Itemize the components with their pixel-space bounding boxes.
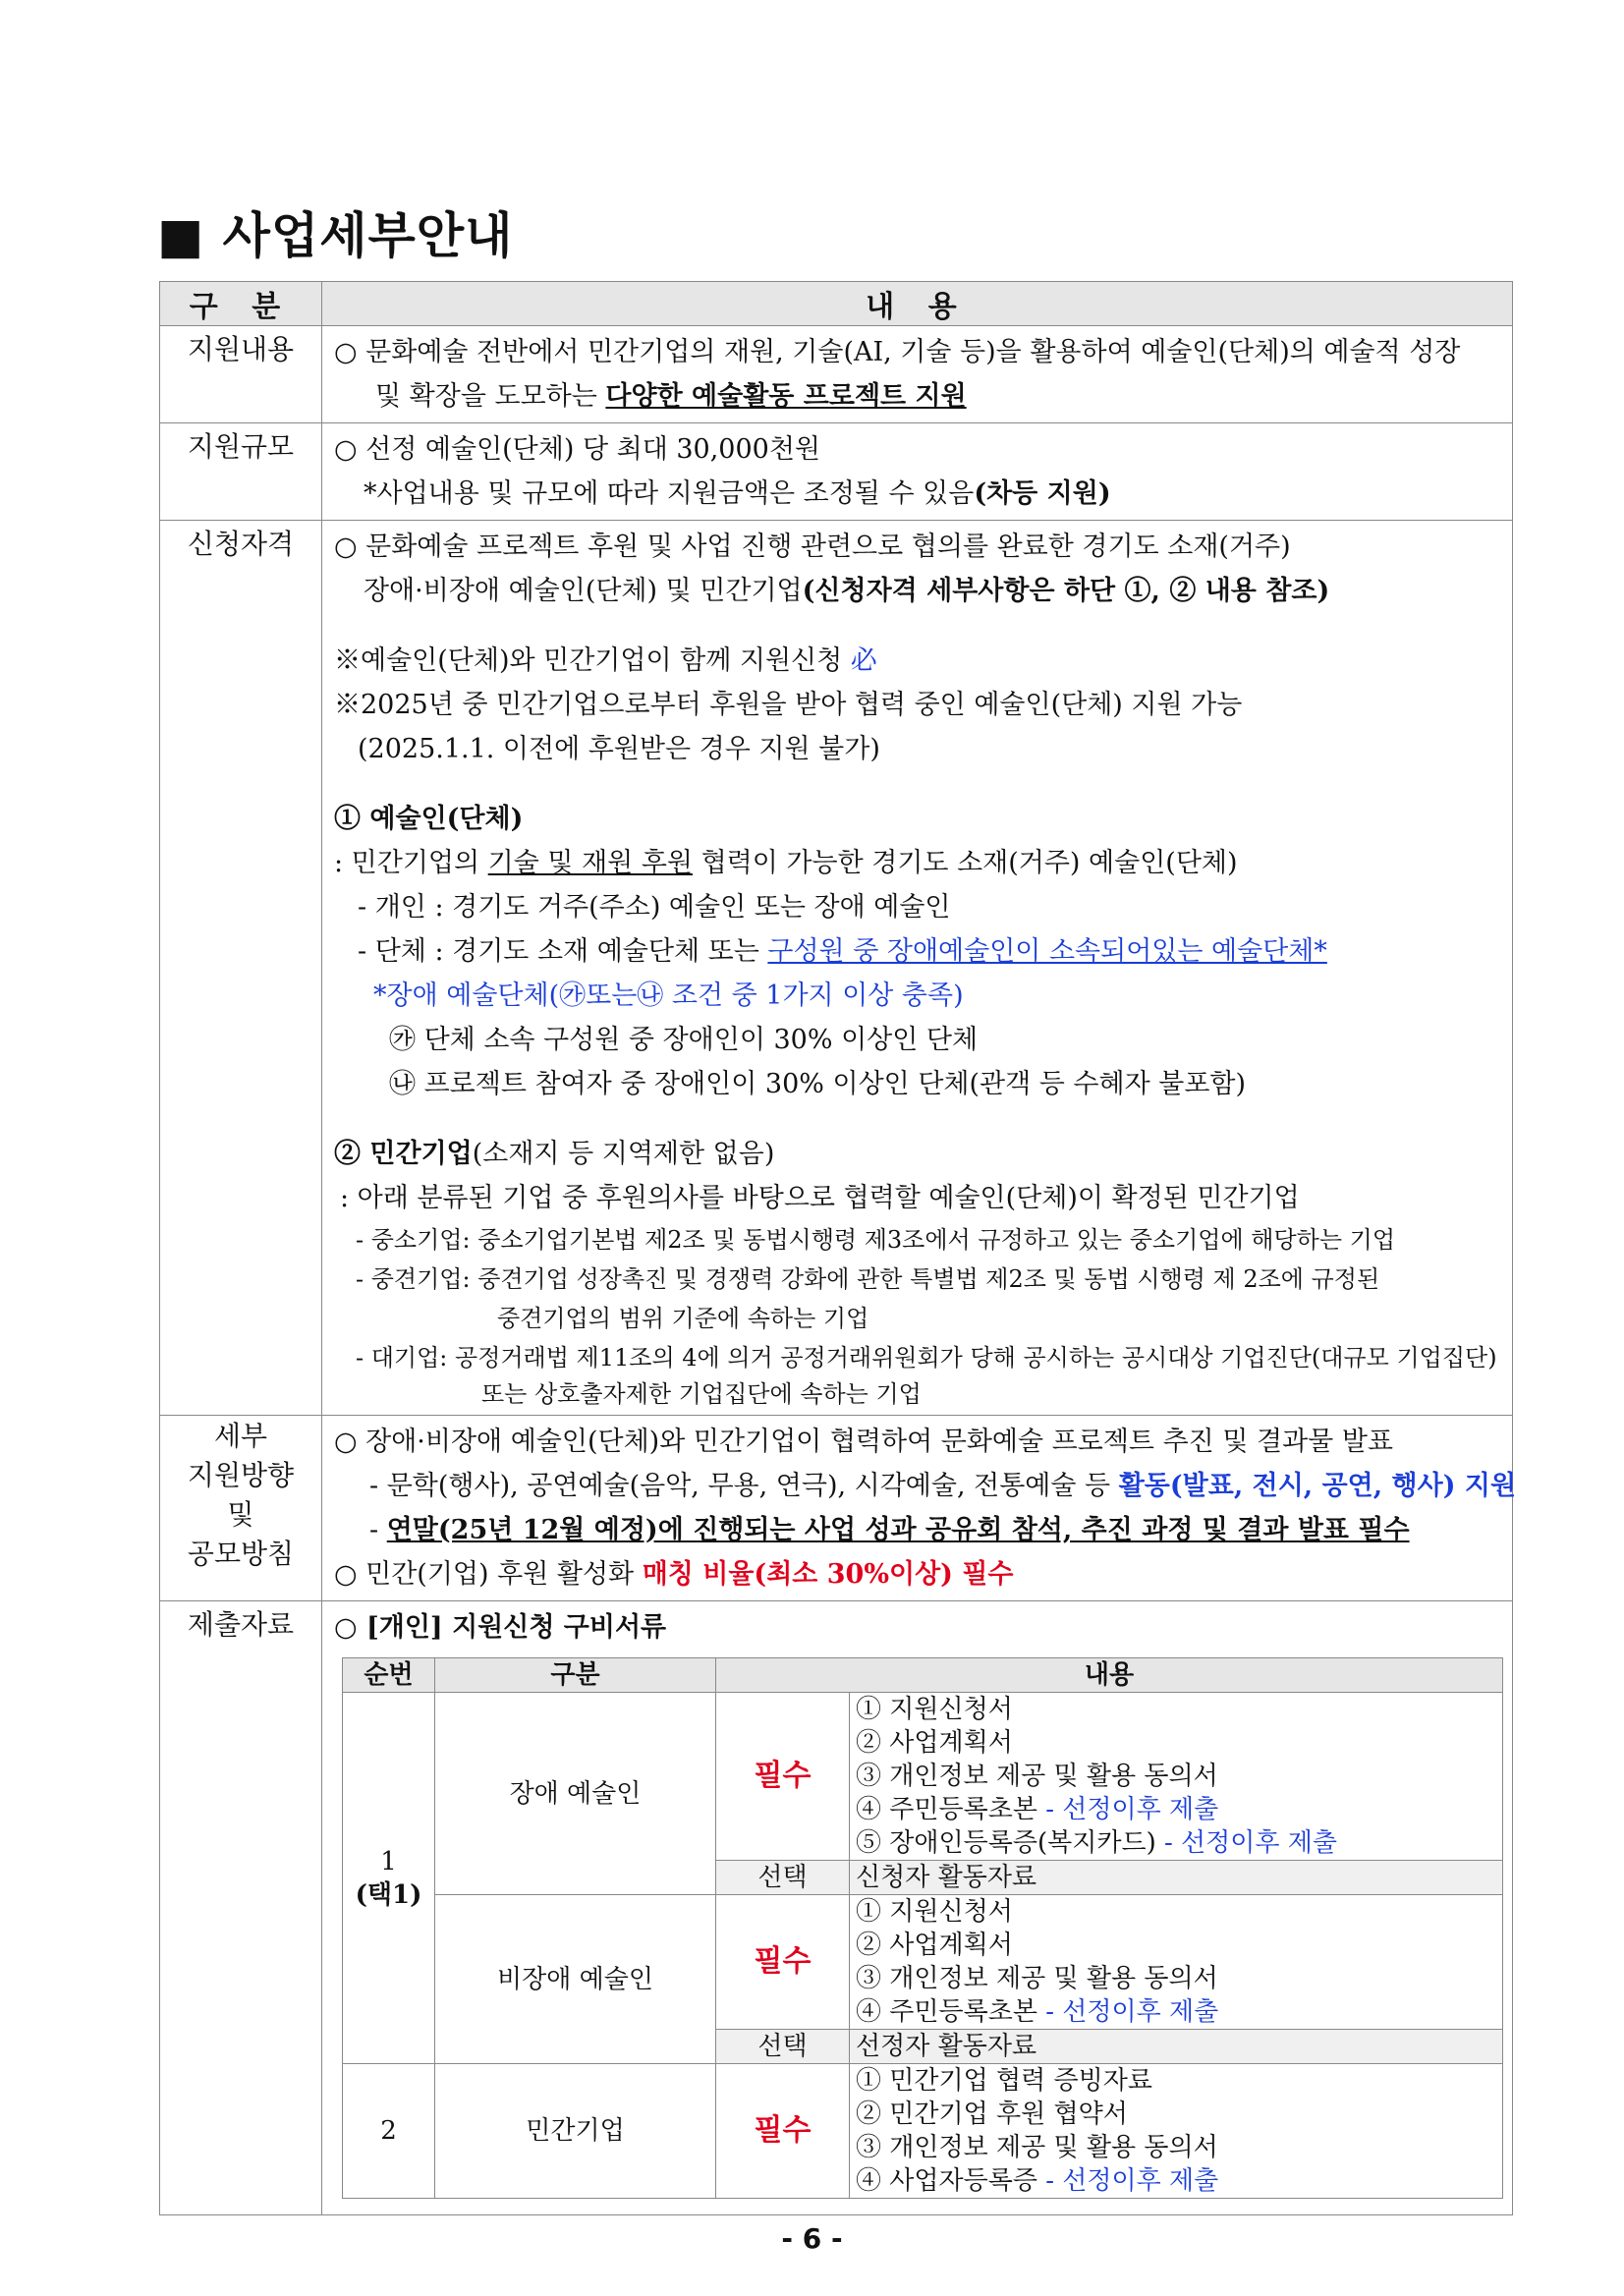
- label-line: 세부: [213, 1420, 268, 1452]
- text-span: 협력이 가능한 경기도 소재(거주) 예술인(단체): [693, 848, 1238, 878]
- note-text: ※2025년 중 민간기업으로부터 후원을 받아 협력 중인 예술인(단체) 지원 가능: [334, 690, 1243, 720]
- text-line: ○ 선정 예술인(단체) 당 최대 30,000천원: [334, 434, 820, 465]
- doc-item: ④ 주민등록초본: [856, 1795, 1046, 1824]
- text-line: ○ 장애·비장애 예술인(단체)와 민간기업이 협력하여 문화예술 프로젝트 추진 및 결과물 발표: [334, 1427, 1393, 1457]
- emphasis-text: 매칭 비율(최소 30%이상) 필수: [642, 1559, 1014, 1590]
- doc-item: ② 사업계획서: [856, 1931, 1013, 1960]
- optional-badge: 선택: [716, 1861, 850, 1895]
- text-line: - 중소기업: 중소기업기본법 제2조 및 동법시행령 제3조에서 규정하고 있는 중소기업에 해당하는 기업: [356, 1226, 1396, 1254]
- doc-item: ① 지원신청서: [856, 1695, 1013, 1724]
- doc-item: ④ 주민등록초본: [856, 1997, 1046, 2027]
- required-badge: 필수: [716, 1895, 850, 2030]
- note-text: (2025.1.1. 이전에 후원받은 경우 지원 불가): [358, 734, 880, 764]
- required-badge: 필수: [716, 1693, 850, 1861]
- after-selection-note: - 선정이후 제출: [1045, 1997, 1219, 2027]
- type-cell: 민간기업: [435, 2064, 716, 2199]
- highlight-text: 구성원 중 장애예술인이 소속되어있는 예술단체*: [767, 936, 1327, 967]
- after-selection-note: - 선정이후 제출: [1045, 2166, 1219, 2196]
- text-line: ㉯ 프로젝트 참여자 중 장애인이 30% 이상인 단체(관객 등 수혜자 불포함): [389, 1069, 1247, 1099]
- row-label: 제출자료: [160, 1601, 322, 2215]
- text-line: - 중견기업: 중견기업 성장촉진 및 경쟁력 강화에 관한 특별법 제2조 및 동법 시행령 제 2조에 규정된: [356, 1265, 1380, 1293]
- text-span: -: [369, 1515, 387, 1545]
- documents-header-row: [343, 1658, 1503, 1693]
- row-support-scale: [160, 423, 1513, 521]
- doc-list: [850, 1895, 1503, 2030]
- number-text: 1: [380, 1846, 397, 1876]
- underlined-text: 기술 및 재원 후원: [487, 848, 693, 878]
- required-mark: 必: [850, 645, 877, 676]
- doc-item: ⑤ 장애인등록증(복지카드): [856, 1828, 1164, 1858]
- section-heading: ② 민간기업: [334, 1139, 473, 1169]
- header-content: 내 용: [322, 282, 1513, 326]
- row-documents: [160, 1601, 1513, 2215]
- text-span: 장애·비장애 예술인(단체) 및 민간기업: [364, 576, 803, 606]
- emphasis-text: 활동(발표, 전시, 공연, 행사) 지원: [1118, 1471, 1517, 1501]
- text-span: - 단체 : 경기도 소재 예술단체 또는: [358, 936, 768, 967]
- text-line: ○ 문화예술 전반에서 민간기업의 재원, 기술(AI, 기술 등)을 활용하여 예술인(단체)의 예술적 성장: [334, 337, 1461, 367]
- emphasis-text: 다양한 예술활동 프로젝트 지원: [605, 381, 967, 412]
- page-number: - 6 -: [781, 2222, 843, 2255]
- doc-item: ③ 개인정보 제공 및 활용 동의서: [856, 1964, 1218, 1993]
- required-badge: 필수: [716, 2064, 850, 2199]
- note-text: ※예술인(단체)와 민간기업이 함께 지원신청: [334, 645, 851, 676]
- text-line: - 대기업: 공정거래법 제11조의 4에 의거 공정거래위원회가 당해 공시하는 공시대상 기업진단(대규모 기업집단): [356, 1344, 1497, 1372]
- type-cell: 비장애 예술인: [435, 1895, 716, 2064]
- doc-item: 신청자 활동자료: [850, 1861, 1503, 1895]
- after-selection-note: - 선정이후 제출: [1163, 1828, 1337, 1858]
- doc-item: ② 사업계획서: [856, 1728, 1013, 1758]
- emphasis-text: 연말(25년 12월 예정)에 진행되는 사업 성과 공유회 참석, 추진 과정 및 결과 발표 필수: [386, 1515, 1410, 1545]
- row-label: 신청자격: [160, 521, 322, 1416]
- doc-item: ④ 사업자등록증: [856, 2166, 1046, 2196]
- text-line: - 개인 : 경기도 거주(주소) 예술인 또는 장애 예술인: [358, 892, 951, 923]
- doc-item: ① 민간기업 협력 증빙자료: [856, 2066, 1152, 2096]
- label-line: 지원방향: [187, 1459, 295, 1491]
- emphasis-text: (신청자격 세부사항은 하단 ①, ② 내용 참조): [802, 576, 1330, 606]
- doc-item: ③ 개인정보 제공 및 활용 동의서: [856, 2133, 1218, 2162]
- header-no: 순번: [343, 1658, 435, 1693]
- doc-item: 선정자 활동자료: [850, 2030, 1503, 2064]
- row-label: 지원내용: [160, 326, 322, 423]
- text-span: 및 확장을 도모하는: [375, 381, 606, 412]
- text-span: (소재지 등 지역제한 없음): [472, 1139, 775, 1169]
- table-row: [343, 1895, 1503, 2030]
- row-support-content: [160, 326, 1513, 423]
- header-category: 구 분: [160, 282, 322, 326]
- row-direction: [160, 1416, 1513, 1601]
- table-row: [343, 1693, 1503, 1861]
- text-span: *사업내용 및 규모에 따라 지원금액은 조정될 수 있음: [364, 478, 975, 509]
- optional-badge: 선택: [716, 2030, 850, 2064]
- doc-item: ① 지원신청서: [856, 1897, 1013, 1927]
- doc-item: ② 민간기업 후원 협약서: [856, 2100, 1128, 2129]
- row-label: [160, 1416, 322, 1601]
- choose-one-text: (택1): [355, 1879, 422, 1910]
- label-line: 및: [227, 1498, 254, 1531]
- text-line: : 아래 분류된 기업 중 후원의사를 바탕으로 협력할 예술인(단체)이 확정된 민간기업: [340, 1183, 1300, 1213]
- details-table: [159, 281, 1517, 2215]
- row-number: 2: [343, 2064, 435, 2199]
- note-text: *장애 예술단체(㉮또는㉯ 조건 중 1가지 이상 충족): [373, 980, 964, 1011]
- label-line: 공모방침: [187, 1538, 295, 1570]
- text-line: ㉮ 단체 소속 구성원 중 장애인이 30% 이상인 단체: [389, 1025, 979, 1055]
- emphasis-text: (차등 지원): [974, 478, 1111, 509]
- text-span: - 문학(행사), 공연예술(음악, 무용, 연극), 시각예술, 전통예술 등: [369, 1471, 1119, 1501]
- table-header-row: [160, 282, 1513, 326]
- type-cell: 장애 예술인: [435, 1693, 716, 1895]
- text-line: 중견기업의 범위 기준에 속하는 기업: [497, 1305, 869, 1332]
- row-number: [343, 1693, 435, 2064]
- section-heading: ○ [개인] 지원신청 구비서류: [334, 1612, 667, 1643]
- text-span: : 민간기업의: [334, 848, 488, 878]
- section-heading: ① 예술인(단체): [334, 804, 524, 834]
- table-row: [343, 2064, 1503, 2199]
- header-content: 내용: [716, 1658, 1503, 1693]
- text-line: ○ 문화예술 프로젝트 후원 및 사업 진행 관련으로 협의를 완료한 경기도 소재(거주): [334, 532, 1291, 562]
- doc-item: ③ 개인정보 제공 및 활용 동의서: [856, 1762, 1218, 1791]
- page-title: ■ 사업세부안내: [157, 207, 514, 264]
- row-label: 지원규모: [160, 423, 322, 521]
- documents-table: [342, 1657, 1503, 2199]
- after-selection-note: - 선정이후 제출: [1045, 1795, 1219, 1824]
- doc-list: [850, 1693, 1503, 1861]
- row-eligibility: [160, 521, 1513, 1416]
- text-span: ○ 민간(기업) 후원 활성화: [334, 1559, 643, 1590]
- header-type: 구분: [435, 1658, 716, 1693]
- text-line: 또는 상호출자제한 기업집단에 속하는 기업: [481, 1380, 922, 1408]
- doc-list: [850, 2064, 1503, 2199]
